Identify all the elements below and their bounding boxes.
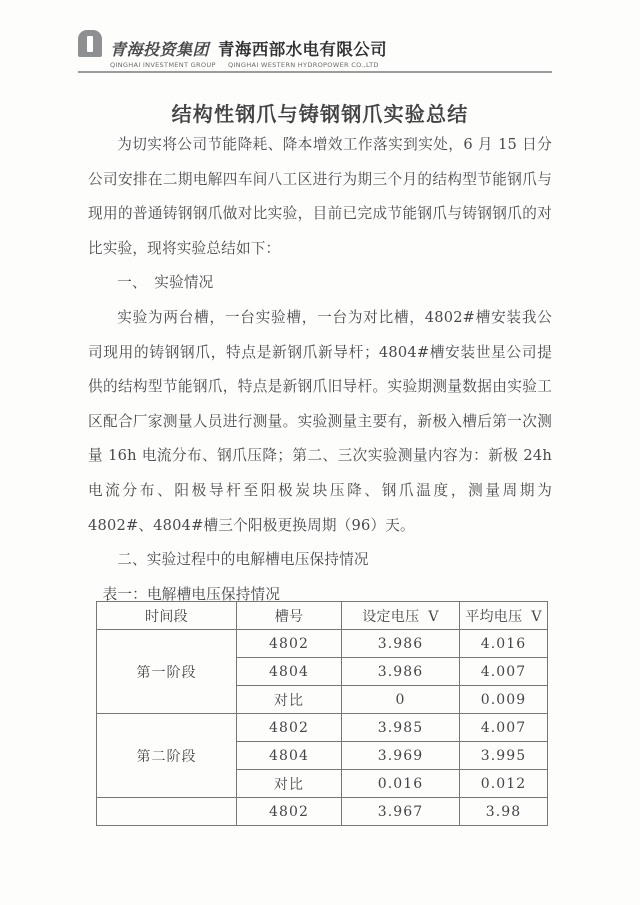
cell-avg-voltage: 3.995	[460, 742, 548, 770]
section-heading-2: 二、实验过程中的电解槽电压保持情况	[117, 551, 369, 569]
cell-avg-voltage: 4.007	[460, 714, 548, 742]
table-body	[97, 630, 548, 826]
cell-period	[97, 798, 237, 826]
cell-avg-voltage: 3.98	[460, 798, 548, 826]
cell-cell-no: 4802	[237, 714, 342, 742]
company-name-en: QINGHAI WESTERN HYDROPOWER CO.,LTD	[227, 61, 379, 69]
column-header-cell-no: 槽号	[237, 602, 342, 630]
column-header-set-voltage	[342, 602, 460, 630]
cell-avg-voltage: 4.016	[460, 630, 548, 658]
cell-cell-no: 4804	[237, 742, 342, 770]
group-name-en: QINGHAI INVESTMENT GROUP	[110, 61, 216, 69]
column-header-set-voltage-unit: V	[428, 608, 439, 625]
cell-set-voltage: 3.986	[342, 658, 460, 686]
cell-avg-voltage: 0.009	[460, 686, 548, 714]
qinghai-investment-logo-icon	[78, 30, 102, 57]
group-name-cn: 青海投资集团	[110, 40, 210, 59]
cell-cell-no: 对比	[237, 686, 342, 714]
section-1-body: 实验为两台槽，一台实验槽，一台为对比槽，4802#槽安装我公司现用的铸钢钢爪，特点是新钢爪新导杆；4804#槽安装世星公司提供的结构型节能钢爪，特点是新钢爪旧导杆。实验期测量数据由实验工区配合厂家测量人员进行测量。实验测量主要有，新极入槽后第一次测量 16h 电流分布、钢爪压降；第二、三次实验测量内容为：新极 24h 电流分布、阳极导杆至阳极炭块压降、钢爪温度，测量周期为 4802#、4804#槽三个阳极更换周期（96）天。	[88, 308, 552, 534]
cell-set-voltage: 3.967	[342, 798, 460, 826]
letterhead-divider	[78, 71, 552, 73]
cell-avg-voltage: 0.012	[460, 770, 548, 798]
cell-set-voltage: 0	[342, 686, 460, 714]
cell-set-voltage: 0.016	[342, 770, 460, 798]
cell-voltage-table	[96, 601, 548, 826]
cell-cell-no: 4802	[237, 630, 342, 658]
column-header-avg-voltage-label: 平均电压	[465, 608, 523, 625]
table-header-row	[97, 602, 548, 630]
cell-cell-no: 对比	[237, 770, 342, 798]
section-heading-1: 一、 实验情况	[117, 274, 214, 292]
intro-paragraph: 为切实将公司节能降耗、降本增效工作落实到实处，6 月 15 日分公司安排在二期电解四车间八工区进行为期三个月的结构型节能钢爪与现用的普通铸钢钢爪做对比实验，目前已完成节能钢爪与铸钢钢爪的对比实验，现将实验总结如下：	[88, 136, 552, 257]
letterhead	[78, 30, 552, 74]
cell-set-voltage: 3.986	[342, 630, 460, 658]
column-header-avg-voltage	[460, 602, 548, 630]
table-row	[97, 798, 548, 826]
cell-set-voltage: 3.985	[342, 714, 460, 742]
table-caption: 表一：电解槽电压保持情况	[102, 585, 281, 603]
cell-period: 第一阶段	[97, 630, 237, 714]
cell-set-voltage: 3.969	[342, 742, 460, 770]
company-name-cn: 青海西部水电有限公司	[218, 39, 388, 59]
table-row	[97, 714, 548, 742]
table-row	[97, 630, 548, 658]
cell-period: 第二阶段	[97, 714, 237, 798]
column-header-set-voltage-label: 设定电压	[362, 608, 420, 625]
page-title: 结构性钢爪与铸钢钢爪实验总结	[171, 102, 469, 127]
column-header-period: 时间段	[97, 602, 237, 630]
column-header-avg-voltage-unit: V	[531, 608, 542, 625]
document-body	[88, 128, 552, 612]
cell-cell-no: 4802	[237, 798, 342, 826]
cell-cell-no: 4804	[237, 658, 342, 686]
cell-avg-voltage: 4.007	[460, 658, 548, 686]
table-header	[97, 602, 548, 630]
